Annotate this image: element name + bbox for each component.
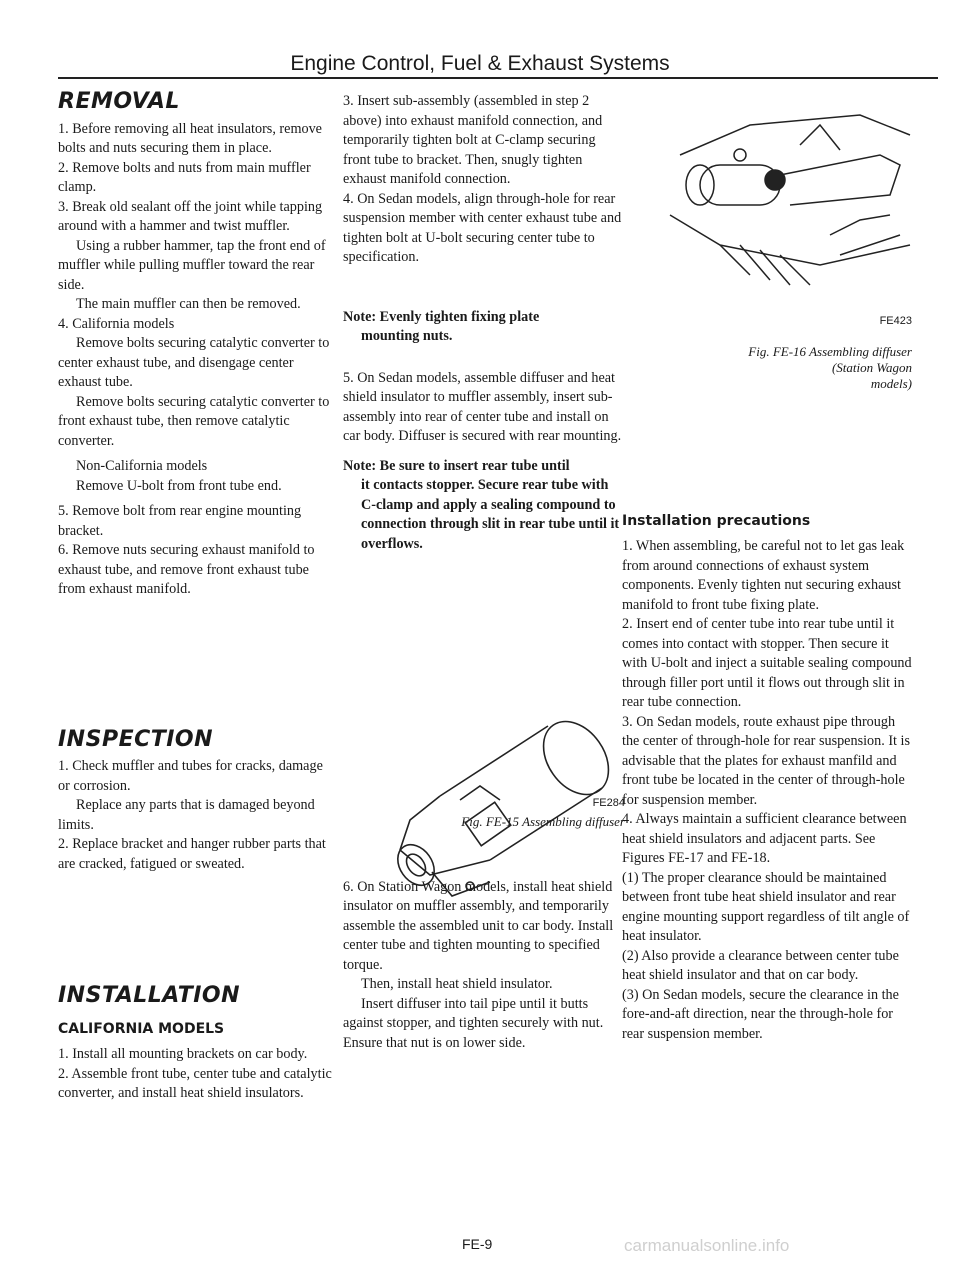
figure-caption: Fig. FE-15 Assembling diffuser bbox=[461, 813, 625, 829]
california-step: 1. Install all mounting brackets on car body. bbox=[58, 1046, 308, 1062]
install-step: 6. On Station Wagon models, install heat shield insulator on muffler assembly, and temporarily assemble the assembled unit to car body. Install center tube and tighten mounting to specified torque. bbox=[343, 878, 614, 973]
removal-step: Remove U-bolt from front tube end. bbox=[76, 477, 282, 494]
install-step: 3. Insert sub-assembly (assembled in step 2 above) into exhaust manifold connection, and temporarily tighten bolt at C-clamp securing front tube to bracket. Then, snugly tighten exhaust manifold connection. bbox=[343, 93, 603, 187]
install-step: Then, install heat shield insulator. bbox=[361, 976, 553, 992]
removal-step: Using a rubber hammer, tap the front end of muffler while pulling muffler toward the rear side. bbox=[58, 237, 326, 293]
installation-heading: INSTALLATION bbox=[58, 983, 241, 1008]
install-step: 4. On Sedan models, align through-hole for rear suspension member with center exhaust tube and tighten bolt at U-bolt securing center tube to specification. bbox=[343, 190, 622, 265]
column-1 bbox=[58, 89, 336, 1104]
removal-heading: REMOVAL bbox=[58, 89, 180, 114]
note-text: it contacts stopper. Secure rear tube with C-clamp and apply a sealing compound to connection through slit in rear tube until it overflows. bbox=[361, 477, 620, 552]
precaution-item: 2. Insert end of center tube into rear tube until it comes into contact with stopper. Then secure it with U-bolt and inject a suitable sealing compound through filler port until it flows out through slit in rear tube connection. bbox=[622, 616, 912, 710]
removal-step: The main muffler can then be removed. bbox=[76, 296, 301, 312]
precaution-item: 1. When assembling, be careful not to let gas leak from around connections of exhaust system components. Evenly tighten nut securing exhaust manifold to front tube fixing plate. bbox=[622, 538, 905, 613]
removal-step: Remove bolts securing catalytic converter to center exhaust tube, and disengage center exhaust tube. bbox=[58, 335, 330, 390]
inspection-heading: INSPECTION bbox=[58, 726, 214, 752]
figure-caption: (Station Wagon bbox=[831, 359, 912, 375]
page-number: FE-9 bbox=[462, 1236, 493, 1252]
removal-step: 6. Remove nuts securing exhaust manifold to exhaust tube, and remove front exhaust tube from exhaust manifold. bbox=[58, 542, 315, 597]
figure-code: FE284 bbox=[592, 797, 625, 809]
precaution-item: (1) The proper clearance should be maintained between front tube heat shield insulator and rear engine mounting support regardless of tilt angle of heat insulator. bbox=[622, 869, 910, 944]
precaution-item: (3) On Sedan models, secure the clearance in the fore-and-aft direction, near the through-hole for rear suspension member. bbox=[622, 986, 899, 1042]
install-step: Insert diffuser into tail pipe until it butts against stopper, and tighten securely with nut. Ensure that nut is on lower side. bbox=[343, 995, 604, 1051]
precaution-item: 3. On Sedan models, route exhaust pipe through the center of through-hole for rear suspension. It is advisable that the plates for exhaust manfild and front tube be located in the center of through-hole for suspension member. bbox=[622, 713, 910, 808]
removal-step: Remove bolts securing catalytic converter to front exhaust tube, then remove catalytic converter. bbox=[58, 393, 330, 449]
california-step: 2. Assemble front tube, center tube and catalytic converter, and install heat shield insulators. bbox=[58, 1065, 332, 1101]
diffuser-illustration bbox=[370, 700, 630, 910]
inspection-step: Replace any parts that is damaged beyond limits. bbox=[58, 797, 315, 833]
removal-step: 1. Before removing all heat insulators, remove bolts and nuts securing them in place. bbox=[58, 120, 322, 156]
figure-caption: Fig. FE-16 Assembling diffuser bbox=[748, 343, 912, 359]
note-fixing-plate bbox=[343, 308, 625, 347]
watermark: carmanualsonline.info bbox=[624, 1236, 790, 1255]
precaution-item: (2) Also provide a clearance between center tube heat shield insulator and that on car body. bbox=[622, 947, 899, 983]
precautions-heading: Installation precautions bbox=[622, 512, 811, 529]
note-text: mounting nuts. bbox=[361, 328, 453, 344]
california-heading: CALIFORNIA MODELS bbox=[58, 1020, 225, 1037]
install-step: 5. On Sedan models, assemble diffuser and heat shield insulator to muffler assembly, insert sub-assembly into rear of center tube and install on car body. Diffuser is secured with rear mounting. bbox=[343, 369, 622, 444]
figure-code: FE423 bbox=[879, 315, 912, 327]
page-header: Engine Control, Fuel & Exhaust Systems bbox=[290, 52, 670, 75]
removal-step: 5. Remove bolt from rear engine mounting bracket. bbox=[58, 503, 302, 539]
precaution-item: 4. Always maintain a sufficient clearance between heat shield insulators and adjacent parts. See Figures FE-17 and FE-18. bbox=[622, 811, 907, 866]
removal-step: 3. Break old sealant off the joint while tapping around with a hammer and twist muffler. bbox=[58, 198, 323, 234]
removal-step: Non-California models bbox=[76, 458, 208, 474]
removal-step: 2. Remove bolts and nuts from main muffler clamp. bbox=[58, 159, 311, 195]
inspection-step: 2. Replace bracket and hanger rubber parts that are cracked, fatigued or sweated. bbox=[58, 836, 326, 872]
figure-caption: models) bbox=[870, 375, 912, 391]
note-text: Note: Evenly tighten fixing plate bbox=[343, 308, 540, 325]
inspection-step: 1. Check muffler and tubes for cracks, damage or corrosion. bbox=[58, 758, 323, 794]
note-text: Note: Be sure to insert rear tube until bbox=[343, 457, 570, 474]
note-rear-tube bbox=[343, 457, 625, 555]
header-rule bbox=[58, 77, 938, 79]
removal-step: 4. California models bbox=[58, 315, 175, 332]
station-wagon-diffuser-illustration bbox=[660, 95, 920, 300]
